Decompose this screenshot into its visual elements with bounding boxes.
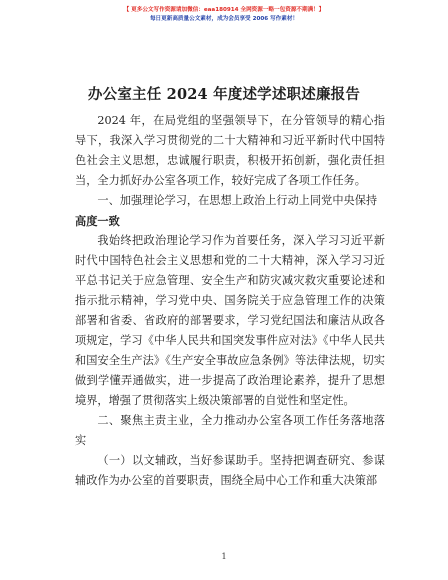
paragraph-theory-study: 我始终把政治理论学习作为首要任务，深入学习习近平新时代中国特色社会主义思想和党的二十大精神，深入学习习近平总书记关于应急管理、安全生产和防灾减灾救灾重要论述和指示批示精神，学习党中央、国务院关于应急管理工作的决策部署和省委、省政府的部署要求，学习党纪国法和廉洁从政各项规定，学习《中华人民共和国突发事件应对法》《中华人民共和国安全生产法》《生产安全事故应急条例》等法律法规，切实做到学懂弄通做实，进一步提高了政治理论素养，提升了思想境界，增强了贯彻落实上级决策部署的自觉性和坚定性。 (75, 234, 385, 407)
section-heading-1-text: 一、加强理论学习，在思想上政治上行动上同党中央保持 (97, 194, 378, 207)
document-body (75, 111, 385, 491)
promo-banner (0, 6, 448, 24)
section-heading-1-continued: 高度一致 (75, 214, 120, 228)
paragraph-subsection-1: （一）以文辅政，当好参谋助手。坚持把调查研究、参谋辅政作为办公室的首要职责，围绕全局中心工作和重大决策部 (75, 454, 385, 487)
promo-banner-line-1: 【 更多公文写作资源请加微信：eaa180914 全网资源一略一包资源不期满！】 (123, 7, 325, 13)
paragraph-intro: 2024 年，在局党组的坚强领导下，在分管领导的精心指导下，我深入学习贯彻党的二十大精神和习近平新时代中国特色社会主义思想，忠诚履行职责，积极开拓创新，强化责任担当，全力抓好办公室各项工作，较好完成了各项工作任务。 (75, 114, 385, 187)
document-title: 办公室主任 2024 年度述学述职述廉报告 (87, 86, 361, 103)
section-heading-1 (75, 191, 385, 211)
page-number: 1 (221, 552, 227, 561)
section-heading-2: 二、聚焦主责主业，全力推动办公室各项工作任务落地落实 (75, 414, 385, 447)
promo-banner-line-2: 每日更新高质量公文素材，成为会员享受 2006 写作素材！ (149, 16, 299, 22)
